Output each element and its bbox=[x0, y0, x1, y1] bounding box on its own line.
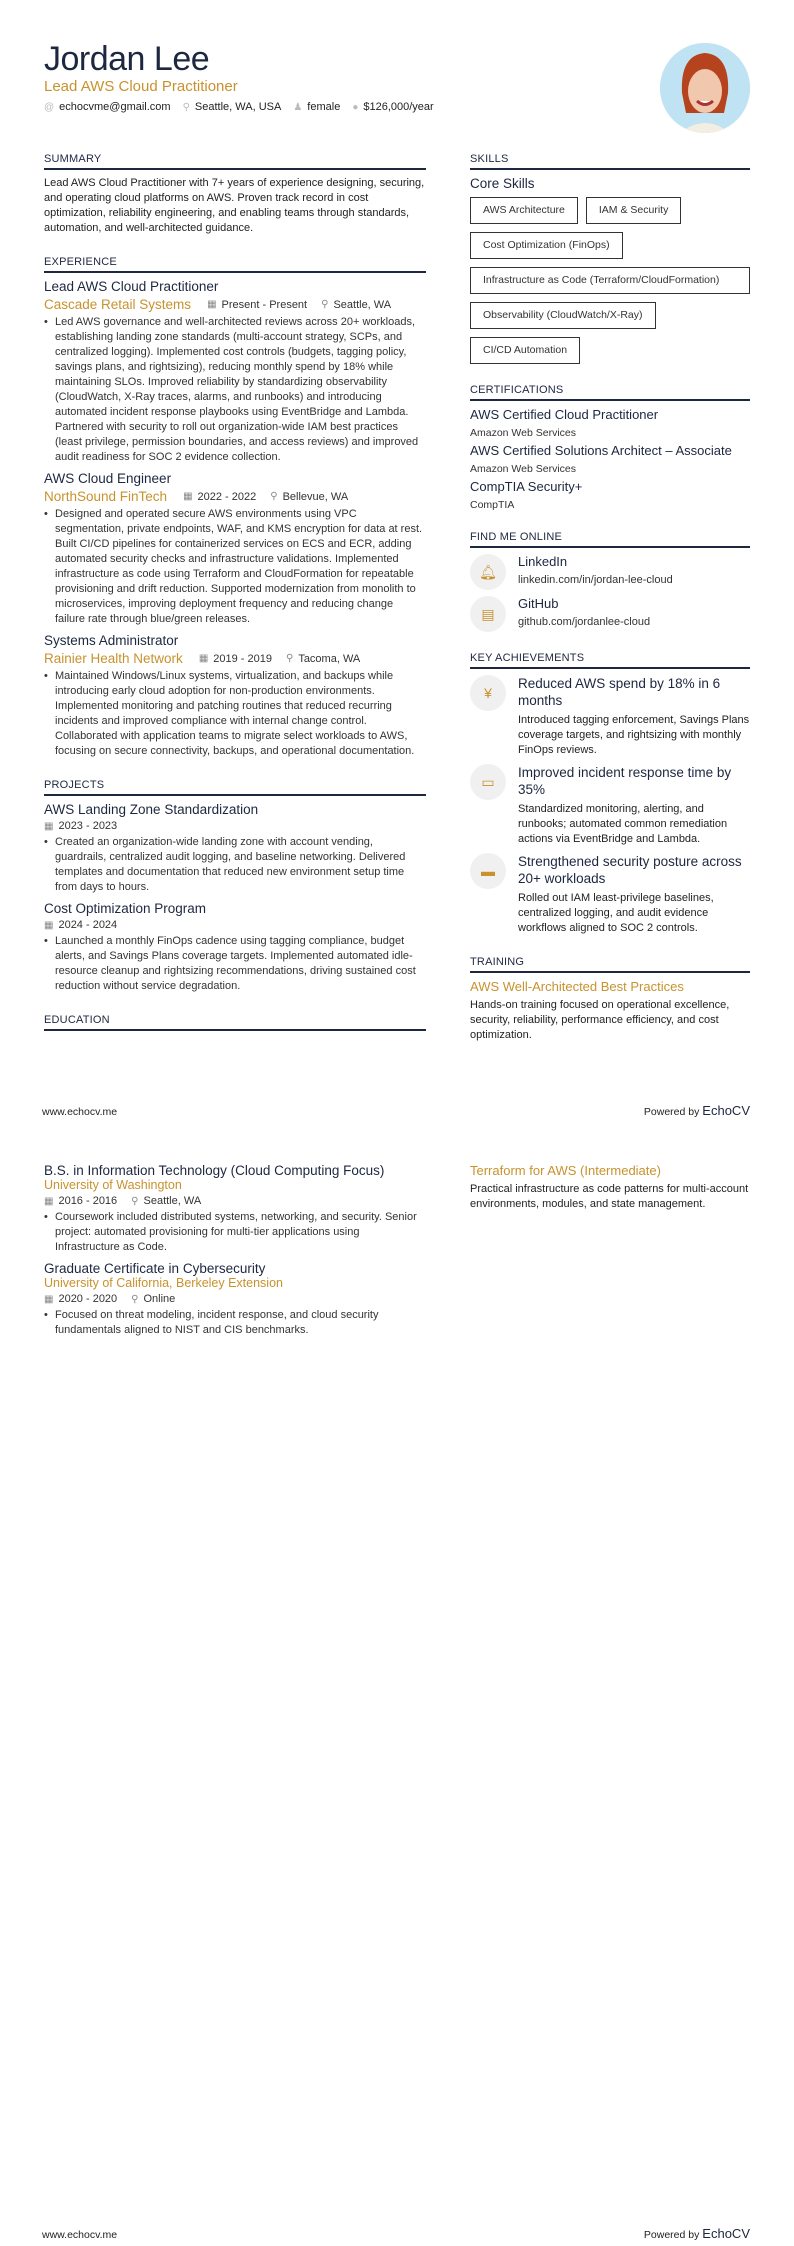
dates: 2022 - 2022 bbox=[197, 490, 257, 503]
calendar-icon: ▦ bbox=[44, 919, 54, 931]
powered-by-text: Powered by bbox=[643, 2229, 700, 2241]
project-title: Cost Optimization Program bbox=[44, 901, 207, 916]
achievement-item bbox=[470, 853, 750, 936]
job-title: Lead AWS Cloud Practitioner bbox=[44, 279, 219, 294]
left-column bbox=[44, 1163, 426, 1344]
right-column bbox=[470, 153, 750, 1063]
bullet: • Launched a monthly FinOps cadence using tagging compliance, budget alerts, and Savings Plans coverage targets. Implemented automated idle-resource cleanup and rightsizing recommendations, driving sustained cost reduction without service degradation. bbox=[44, 934, 426, 994]
company: Cascade Retail Systems bbox=[44, 297, 192, 312]
degree: Graduate Certificate in Cybersecurity bbox=[44, 1261, 266, 1276]
cert-name: AWS Certified Solutions Architect – Associate bbox=[470, 443, 732, 458]
achievement-item bbox=[470, 764, 750, 847]
skill-tag: CI/CD Automation bbox=[470, 337, 580, 364]
contact-location bbox=[183, 101, 282, 113]
certifications-section bbox=[470, 384, 750, 511]
section-heading: SUMMARY bbox=[44, 153, 426, 170]
section-heading: CERTIFICATIONS bbox=[470, 384, 750, 401]
contact-row bbox=[44, 101, 434, 113]
contact-email[interactable] bbox=[44, 101, 171, 113]
online-name: LinkedIn bbox=[518, 554, 568, 569]
training-title: AWS Well-Architected Best Practices bbox=[470, 979, 684, 994]
calendar-icon: ▦ bbox=[44, 1195, 54, 1207]
dates: 2019 - 2019 bbox=[213, 652, 272, 665]
location: Online bbox=[143, 1293, 176, 1305]
candidate-name: Jordan Lee bbox=[44, 40, 210, 78]
user-icon: ♟ bbox=[293, 101, 303, 113]
cert-name: CompTIA Security+ bbox=[470, 479, 583, 494]
section-heading: EXPERIENCE bbox=[44, 256, 426, 273]
bell-icon: 🔔︎ bbox=[470, 554, 506, 590]
job-title: Systems Administrator bbox=[44, 633, 179, 648]
achievement-title: Reduced AWS spend by 18% in 6 months bbox=[518, 676, 721, 708]
cert-issuer: CompTIA bbox=[470, 499, 515, 511]
avatar bbox=[660, 43, 750, 133]
calendar-icon: ▦ bbox=[183, 491, 193, 502]
location: Tacoma, WA bbox=[298, 652, 361, 665]
map-pin-icon: ⚲ bbox=[131, 1293, 139, 1305]
company: Rainier Health Network bbox=[44, 651, 183, 666]
dates: Present - Present bbox=[221, 298, 308, 311]
experience-section bbox=[44, 256, 426, 759]
coin-icon: ● bbox=[352, 101, 359, 113]
section-heading: PROJECTS bbox=[44, 779, 426, 796]
calendar-icon: ▦ bbox=[207, 299, 217, 310]
bullet: • Led AWS governance and well-architected reviews across 20+ workloads, establishing landing zone standards (multi-account strategy, SCPs, and centralized logging). Implemented cost controls (budgets, tagging policy, savings plans, and rightsizing), reducing monthly spend by 18% while maintaining SLOs. Improved reliability by standardizing observability (CloudWatch, X-Ray traces, alarms, and runbooks) and introducing automated incident response playbooks using EventBridge and Lambda. Partnered with security to roll out organization-wide IAM best practices (least privilege, permission boundaries, and access reviews) and improved audit readiness for SOC 2 evidence collection. bbox=[44, 315, 426, 465]
contact-salary bbox=[352, 101, 433, 113]
location: Seattle, WA bbox=[333, 298, 392, 311]
map-pin-icon: ⚲ bbox=[285, 653, 294, 664]
experience-item bbox=[44, 633, 426, 759]
online-name: GitHub bbox=[518, 596, 559, 611]
left-column bbox=[44, 153, 426, 1051]
education-item bbox=[44, 1163, 426, 1255]
bullet: • Focused on threat modeling, incident response, and cloud security fundamentals aligned to NIST and CIS benchmarks. bbox=[44, 1308, 426, 1338]
cert-issuer: Amazon Web Services bbox=[470, 463, 577, 475]
projects-section bbox=[44, 779, 426, 994]
contact-gender bbox=[293, 101, 340, 113]
at-icon: @ bbox=[44, 101, 55, 113]
skill-tag: IAM & Security bbox=[586, 197, 681, 224]
project-item bbox=[44, 901, 426, 994]
online-section bbox=[470, 531, 750, 632]
section-heading: KEY ACHIEVEMENTS bbox=[470, 652, 750, 669]
map-pin-icon: ⚲ bbox=[182, 101, 190, 113]
skill-tag: AWS Architecture bbox=[470, 197, 578, 224]
dates: 2023 - 2023 bbox=[58, 820, 118, 832]
email-text: echocvme@gmail.com bbox=[59, 101, 171, 113]
bullet: • Coursework included distributed systems, networking, and security. Senior project: automated provisioning for multi-tier applications using Infrastructure as Code. bbox=[44, 1210, 426, 1255]
skill-tag: Observability (CloudWatch/X-Ray) bbox=[470, 302, 656, 329]
calendar-icon: ▦ bbox=[44, 820, 54, 832]
section-heading: SKILLS bbox=[470, 153, 750, 170]
yen-coin-icon: ¥ bbox=[470, 675, 506, 711]
powered-by-text: Powered by bbox=[643, 1106, 700, 1118]
experience-item bbox=[44, 279, 426, 465]
summary-section bbox=[44, 153, 426, 236]
training-title: Terraform for AWS (Intermediate) bbox=[470, 1163, 661, 1178]
skill-tag: Cost Optimization (FinOps) bbox=[470, 232, 623, 259]
map-pin-icon: ⚲ bbox=[270, 491, 278, 502]
calendar-icon: ▦ bbox=[44, 1293, 54, 1305]
dates: 2024 - 2024 bbox=[58, 919, 118, 931]
monitor-icon: ▭ bbox=[470, 764, 506, 800]
achievements-section bbox=[470, 652, 750, 936]
footer-powered[interactable] bbox=[644, 2226, 750, 2241]
summary-text: Lead AWS Cloud Practitioner with 7+ years of experience designing, securing, and operating cloud platforms on AWS. Proven track record in cost optimization, reliability engineering, and enabling teams through standards, automation, and well-architected guidance. bbox=[44, 177, 425, 234]
skills-section bbox=[470, 153, 750, 364]
salary-text: $126,000/year bbox=[363, 101, 434, 113]
online-item-linkedin[interactable] bbox=[470, 554, 750, 590]
online-url[interactable]: linkedin.com/in/jordan-lee-cloud bbox=[518, 574, 673, 586]
education-item bbox=[44, 1261, 426, 1338]
bullet: • Maintained Windows/Linux systems, virtualization, and backups while introducing early cloud adoption for non-production environments. Implemented monitoring and patching routines that reduced recurring incidents and improved compliance with internal change control. Collaborated with application teams to migrate select workloads to AWS, focusing on secure connectivity, backups, and operational documentation. bbox=[44, 669, 426, 759]
page-2 bbox=[0, 1123, 794, 2246]
training-desc: Hands-on training focused on operational excellence, security, reliability, performance efficiency, and cost optimization. bbox=[470, 999, 730, 1041]
online-item-github[interactable] bbox=[470, 596, 750, 632]
dates: 2020 - 2020 bbox=[58, 1293, 118, 1305]
archive-icon: ▤ bbox=[470, 596, 506, 632]
briefcase-icon: ▬ bbox=[470, 853, 506, 889]
project-item bbox=[44, 802, 426, 895]
company: NorthSound FinTech bbox=[44, 489, 168, 504]
skill-group-title: Core Skills bbox=[470, 176, 535, 191]
experience-item bbox=[44, 471, 426, 627]
skill-tag: Infrastructure as Code (Terraform/CloudFormation) bbox=[470, 267, 750, 294]
degree: B.S. in Information Technology (Cloud Computing Focus) bbox=[44, 1163, 385, 1178]
location: Seattle, WA bbox=[143, 1195, 202, 1207]
section-heading: TRAINING bbox=[470, 956, 750, 973]
cert-issuer: Amazon Web Services bbox=[470, 427, 577, 439]
location-text: Seattle, WA, USA bbox=[194, 101, 282, 113]
achievement-title: Improved incident response time by 35% bbox=[518, 765, 732, 797]
brand-logo: EchoCV bbox=[702, 2226, 750, 2241]
project-title: AWS Landing Zone Standardization bbox=[44, 802, 259, 817]
achievement-title: Strengthened security posture across 20+ workloads bbox=[518, 854, 742, 886]
bullet: • Designed and operated secure AWS environments using VPC segmentation, private endpoints, WAF, and KMS encryption for data at rest. Built CI/CD pipelines for containerized services on ECS and ECR, adding automated security checks and infrastructure validations. Implemented infrastructure as code using Terraform and CloudFormation for repeatable provisioning and drift reduction. Supported modernization from monolith to microservices, improving deployment frequency and reducing change failure rate through blue/green releases. bbox=[44, 507, 426, 627]
footer-powered[interactable] bbox=[644, 1103, 750, 1118]
section-heading: FIND ME ONLINE bbox=[470, 531, 750, 548]
school: University of California, Berkeley Extension bbox=[44, 1276, 283, 1290]
location: Bellevue, WA bbox=[282, 490, 349, 503]
candidate-title: Lead AWS Cloud Practitioner bbox=[44, 78, 238, 95]
map-pin-icon: ⚲ bbox=[131, 1195, 139, 1207]
achievement-desc: Rolled out IAM least-privilege baselines, centralized logging, and audit evidence workflows aligned to SOC 2 controls. bbox=[518, 892, 714, 934]
training-section bbox=[470, 956, 750, 1043]
footer-site-link[interactable]: www.echocv.me bbox=[42, 1106, 118, 1118]
achievement-item bbox=[470, 675, 750, 758]
brand-logo: EchoCV bbox=[702, 1103, 750, 1118]
achievement-desc: Introduced tagging enforcement, Savings Plans coverage targets, and rightsizing with monthly FinOps reviews. bbox=[518, 714, 750, 756]
dates: 2016 - 2016 bbox=[58, 1195, 118, 1207]
section-heading: EDUCATION bbox=[44, 1014, 426, 1031]
online-url[interactable]: github.com/jordanlee-cloud bbox=[518, 616, 651, 628]
skill-tags bbox=[470, 197, 750, 364]
gender-text: female bbox=[307, 101, 341, 113]
achievement-desc: Standardized monitoring, alerting, and runbooks; automated common remediation actions via EventBridge and Lambda. bbox=[518, 803, 728, 845]
calendar-icon: ▦ bbox=[198, 653, 209, 664]
right-column bbox=[470, 1163, 750, 1212]
cert-name: AWS Certified Cloud Practitioner bbox=[470, 407, 659, 422]
school: University of Washington bbox=[44, 1178, 182, 1192]
map-pin-icon: ⚲ bbox=[321, 299, 329, 310]
education-section bbox=[44, 1014, 426, 1031]
training-desc: Practical infrastructure as code patterns for multi-account environments, modules, and state management. bbox=[470, 1183, 749, 1210]
footer-site-link[interactable]: www.echocv.me bbox=[42, 2229, 118, 2241]
bullet: • Created an organization-wide landing zone with account vending, guardrails, centralized audit logging, and baseline networking. Delivered templates and documentation that reduced new environment setup time from days to hours. bbox=[44, 835, 426, 895]
job-title: AWS Cloud Engineer bbox=[44, 471, 172, 486]
